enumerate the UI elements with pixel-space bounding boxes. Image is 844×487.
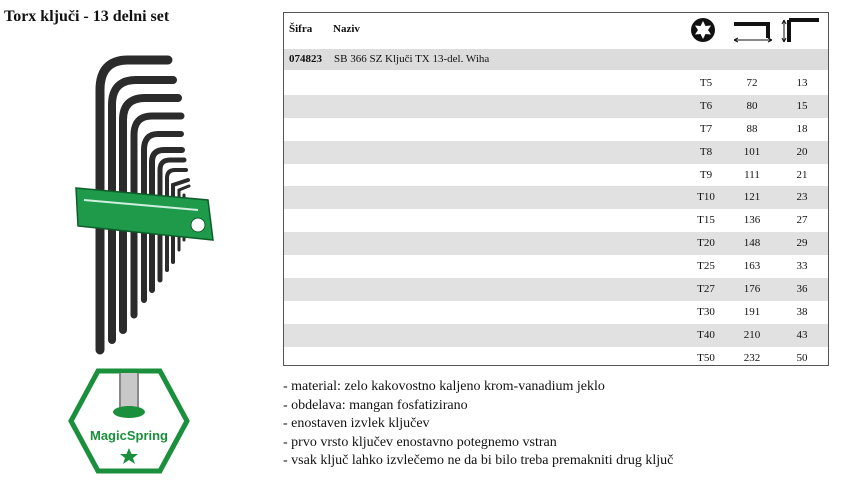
size-cell: T10 <box>697 191 715 204</box>
short-arm-cell: 27 <box>796 214 808 227</box>
column-header-code: Šifra <box>289 23 313 35</box>
table-header <box>284 13 828 48</box>
feature-item: - obdelava: mangan fosfatizirano <box>283 397 468 413</box>
feature-item: - prvo vrsto ključev enostavno potegnemo vstran <box>283 434 557 450</box>
long-arm-cell: 80 <box>746 99 758 112</box>
short-arm-cell: 23 <box>796 191 808 204</box>
long-arm-cell: 136 <box>743 214 761 227</box>
table-row <box>284 278 828 301</box>
size-cell: T30 <box>697 305 715 318</box>
table-row <box>284 301 828 324</box>
size-cell: T20 <box>697 237 715 250</box>
table-row <box>284 255 828 278</box>
size-cell: T40 <box>697 328 715 341</box>
short-arm-cell: 13 <box>796 77 808 89</box>
feature-item: - enostaven izvlek ključev <box>283 416 430 431</box>
size-rows <box>284 72 828 370</box>
long-arm-cell: 148 <box>743 237 761 250</box>
size-cell: T5 <box>699 77 713 89</box>
column-header-name: Naziv <box>333 23 360 35</box>
page-title: Torx ključi - 13 delni set <box>4 8 170 25</box>
long-arm-cell: 101 <box>743 145 761 158</box>
long-arm-cell: 121 <box>743 191 761 204</box>
short-arm-cell: 15 <box>796 99 808 112</box>
long-arm-cell: 176 <box>743 283 761 296</box>
length-long-arm-icon <box>732 16 774 44</box>
feature-list <box>283 378 673 471</box>
torx-star-icon <box>689 16 717 44</box>
short-arm-cell: 38 <box>796 305 808 318</box>
long-arm-cell: 111 <box>744 168 760 181</box>
size-cell: T15 <box>697 214 715 227</box>
torx-key-set-image <box>48 50 223 360</box>
table-row <box>284 95 828 118</box>
length-short-arm-icon <box>781 16 823 44</box>
long-arm-cell: 191 <box>743 305 761 318</box>
short-arm-cell: 18 <box>796 122 808 135</box>
feature-item: - vsak ključ lahko izvlečemo ne da bi bilo treba premakniti drug ključ <box>283 453 674 468</box>
long-arm-cell: 88 <box>746 122 758 135</box>
size-cell: T6 <box>699 99 713 112</box>
table-row <box>284 72 828 95</box>
product-row <box>284 49 828 70</box>
feature-item: - material: zelo kakovostno kaljeno krom-vanadium jeklo <box>283 379 605 394</box>
short-arm-cell: 33 <box>796 260 808 273</box>
long-arm-cell: 72 <box>746 77 758 89</box>
size-cell: T9 <box>699 168 713 181</box>
table-row <box>284 141 828 164</box>
long-arm-cell: 210 <box>743 328 761 341</box>
svg-text:MagicSpring: MagicSpring <box>89 428 169 443</box>
short-arm-cell: 20 <box>796 145 808 158</box>
long-arm-cell: 163 <box>743 260 761 273</box>
product-code: 074823 <box>289 53 322 65</box>
short-arm-cell: 36 <box>796 283 808 296</box>
magicspring-logo <box>68 368 190 474</box>
table-row <box>284 232 828 255</box>
table-row <box>284 324 828 347</box>
table-row <box>284 209 828 232</box>
short-arm-cell: 50 <box>796 351 808 364</box>
long-arm-cell: 232 <box>743 351 761 364</box>
product-table <box>283 12 829 366</box>
size-cell: T8 <box>699 145 713 158</box>
table-row <box>284 347 828 370</box>
size-cell: T27 <box>697 283 715 296</box>
short-arm-cell: 21 <box>796 168 808 181</box>
table-row <box>284 186 828 209</box>
short-arm-cell: 43 <box>796 328 808 341</box>
size-cell: T25 <box>697 260 715 273</box>
short-arm-cell: 29 <box>796 237 808 250</box>
size-cell: T7 <box>699 122 713 135</box>
table-row <box>284 164 828 187</box>
table-row <box>284 118 828 141</box>
product-name: SB 366 SZ Ključi TX 13-del. Wiha <box>334 53 490 65</box>
size-cell: T50 <box>697 351 715 364</box>
